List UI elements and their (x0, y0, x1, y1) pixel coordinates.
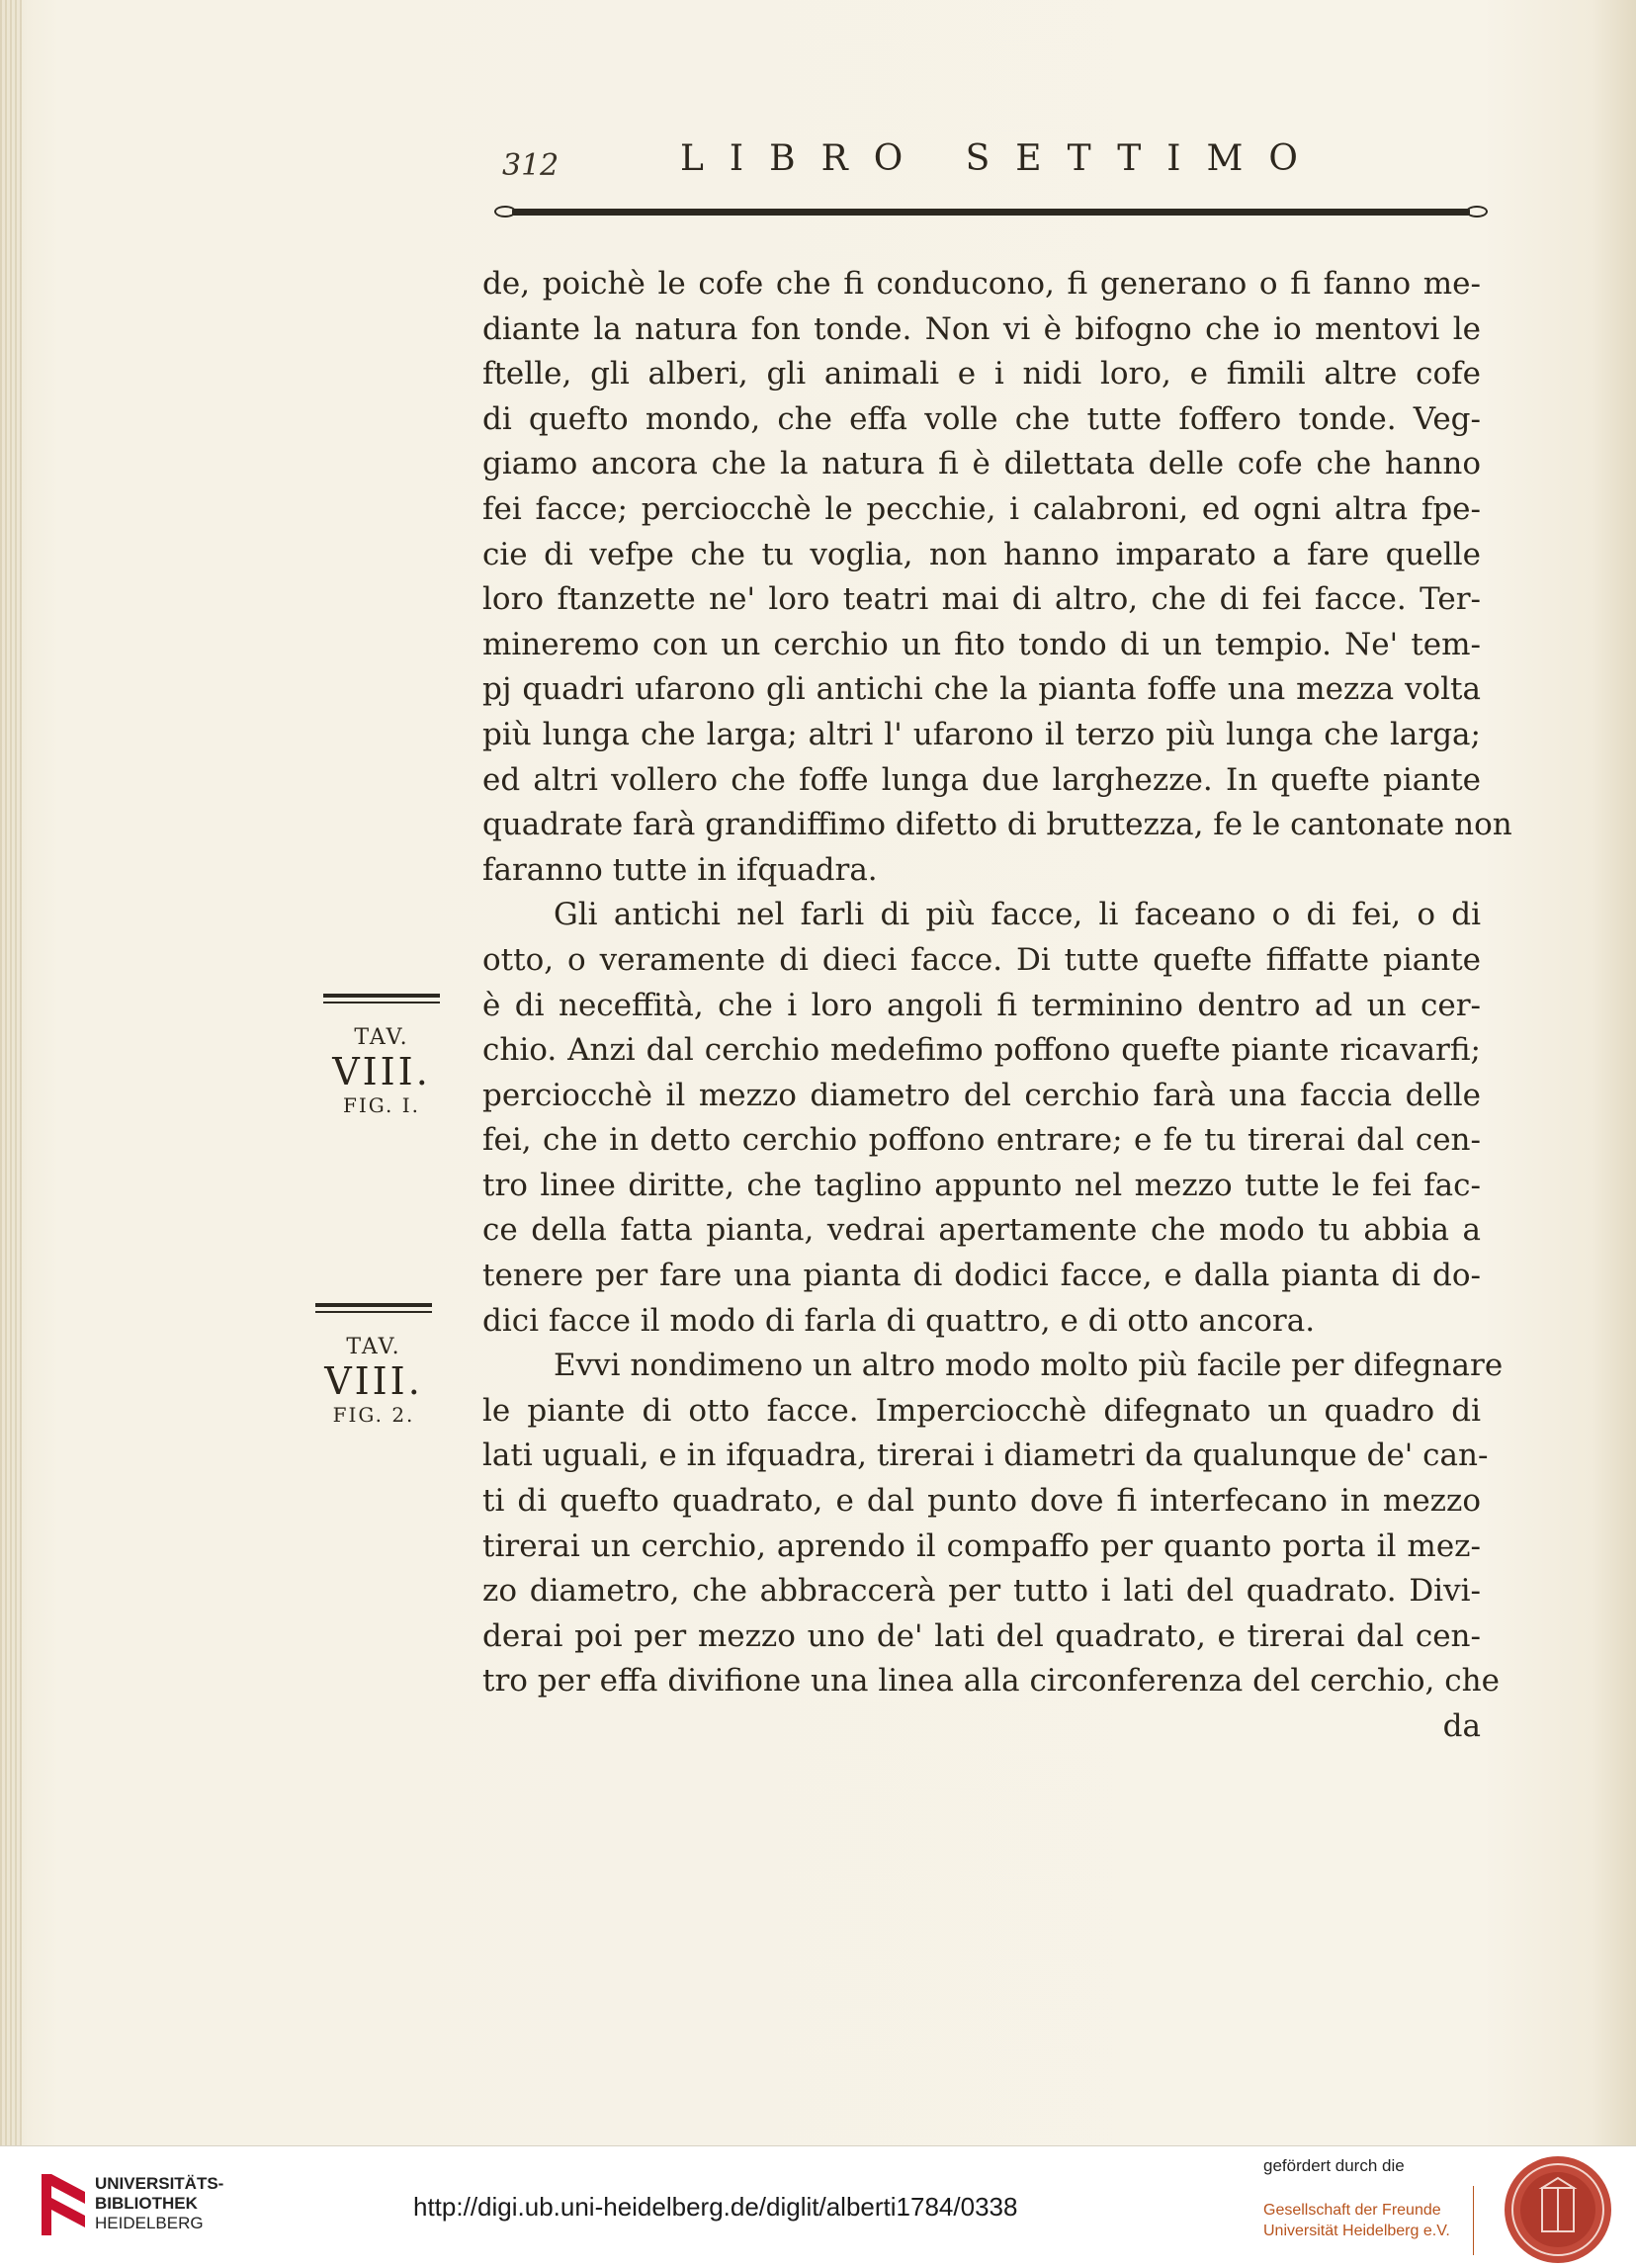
text-line: zo diametro, che abbraccerà per tutto i lati del quadrato. Divi- (482, 1573, 1481, 1610)
text-line: quadrate farà grandiffimo difetto di bruttezza, fe le cantonate non (482, 807, 1512, 843)
text-line: ed altri vollero che foffe lunga due larghezze. In quefte piante (482, 761, 1481, 798)
margin-tav: TAV. (354, 1025, 409, 1050)
margin-rule (315, 1303, 432, 1313)
university-seal-icon (1503, 2154, 1613, 2265)
text-line: otto, o veramente di dieci facce. Di tutte quefte fiffatte piante (482, 941, 1481, 978)
margin-tav: TAV. (346, 1335, 401, 1359)
sponsor-divider (1473, 2186, 1474, 2255)
library-name-line-3: HEIDELBERG (95, 2214, 204, 2232)
text-line: è di neceffità, che i loro angoli fi terminino dentro ad un cer- (482, 987, 1481, 1023)
body-text (482, 262, 1512, 1750)
permalink-url[interactable]: http://digi.ub.uni-heidelberg.de/diglit/alberti1784/0338 (413, 2192, 1018, 2222)
margin-fig: FIG. I. (342, 1093, 420, 1117)
text-line: più lunga che larga; altri l' ufarono il terzo più lunga che larga; (482, 716, 1481, 752)
margin-note-fig-1 (312, 994, 451, 1117)
library-name-line-1: UNIVERSITÄTS- (95, 2174, 224, 2193)
text-line: tenere per fare una pianta di dodici facce, e dalla pianta di do- (482, 1258, 1481, 1294)
text-line: mineremo con un cerchio un fito tondo di un tempio. Ne' tem- (482, 626, 1481, 662)
text-line: tro linee diritte, che taglino appunto nel mezzo tutte le fei fac- (482, 1167, 1481, 1203)
text-line: diante la natura fon tonde. Non vi è bifogno che io mentovi le (482, 310, 1481, 347)
page-number: 312 (502, 148, 560, 183)
text-line: pj quadri ufarono gli antichi che la pianta foffe una mezza volta (482, 671, 1481, 708)
text-line: ftelle, gli alberi, gli animali e i nidi loro, e fimili altre cofe (482, 356, 1481, 393)
text-line: perciocchè il mezzo diametro del cerchio farà una faccia delle (482, 1077, 1481, 1113)
running-title: LIBRO SETTIMO (680, 138, 1324, 179)
sponsor-name (1263, 2200, 1450, 2241)
text-line: tro per effa divifione una linea alla circonferenza del cerchio, che (482, 1663, 1500, 1700)
text-line: ti di quefto quadrato, e dal punto dove fi interfecano in mezzo (482, 1483, 1481, 1520)
margin-note-fig-2 (304, 1303, 443, 1427)
text-line: chio. Anzi dal cerchio medefimo poffono quefte piante ricavarfi; (482, 1032, 1481, 1069)
margin-rule (323, 994, 440, 1003)
text-line: giamo ancora che la natura fi è dilettata delle cofe che hanno (482, 446, 1481, 482)
paragraph-start-line: Gli antichi nel farli di più facce, li faceano o di fei, o di (554, 897, 1481, 933)
library-name (95, 2174, 223, 2233)
text-line: loro ftanzette ne' loro teatri mai di altro, che di fei facce. Ter- (482, 581, 1481, 618)
margin-plate-number: VIII. (324, 1359, 423, 1403)
text-line: ce della fatta pianta, vedrai apertamente che modo tu abbia a (482, 1212, 1481, 1249)
paragraph-start-line: Evvi nondimeno un altro modo molto più facile per difegnare (554, 1348, 1504, 1384)
text-line: le piante di otto facce. Imperciocchè difegnato un quadro di (482, 1392, 1481, 1429)
text-line: dici facce il modo di farla di quattro, e di otto ancora. (482, 1302, 1316, 1339)
sponsor-label: gefördert durch die (1263, 2156, 1405, 2175)
text-line: fei facce; perciocchè le pecchie, i calabroni, ed ogni altra fpe- (482, 490, 1481, 527)
text-line: derai poi per mezzo uno de' lati del quadrato, e tirerai dal cen- (482, 1617, 1481, 1654)
footer-bar (0, 2145, 1636, 2268)
rule-bar (512, 209, 1470, 216)
margin-fig: FIG. 2. (332, 1403, 415, 1427)
header-ornamental-rule (494, 206, 1488, 219)
page-header (502, 129, 1501, 188)
text-line: de, poichè le cofe che fi conducono, fi generano o fi fanno me- (482, 266, 1481, 302)
library-name-line-2: BIBLIOTHEK (95, 2194, 198, 2213)
university-library-logo-icon (38, 2168, 89, 2241)
text-line: fei, che in detto cerchio poffono entrare; e fe tu tirerai dal cen- (482, 1122, 1481, 1159)
sponsor-name-line-2: Universität Heidelberg e.V. (1263, 2223, 1450, 2239)
margin-plate-number: VIII. (332, 1050, 431, 1093)
sponsor-name-line-1: Gesellschaft der Freunde (1263, 2202, 1441, 2219)
text-line: lati uguali, e in ifquadra, tirerai i diametri da qualunque de' can- (482, 1438, 1489, 1474)
catchword: da (1442, 1708, 1481, 1744)
page-edge (0, 0, 22, 2145)
text-line: cie di vefpe che tu voglia, non hanno imparato a fare quelle (482, 536, 1481, 572)
text-line: di quefto mondo, che effa volle che tutte foffero tonde. Veg- (482, 400, 1481, 437)
rule-right-cap (1466, 206, 1488, 218)
text-line: faranno tutte in ifquadra. (482, 851, 878, 888)
text-line: tirerai un cerchio, aprendo il compaffo per quanto porta il mez- (482, 1527, 1481, 1564)
